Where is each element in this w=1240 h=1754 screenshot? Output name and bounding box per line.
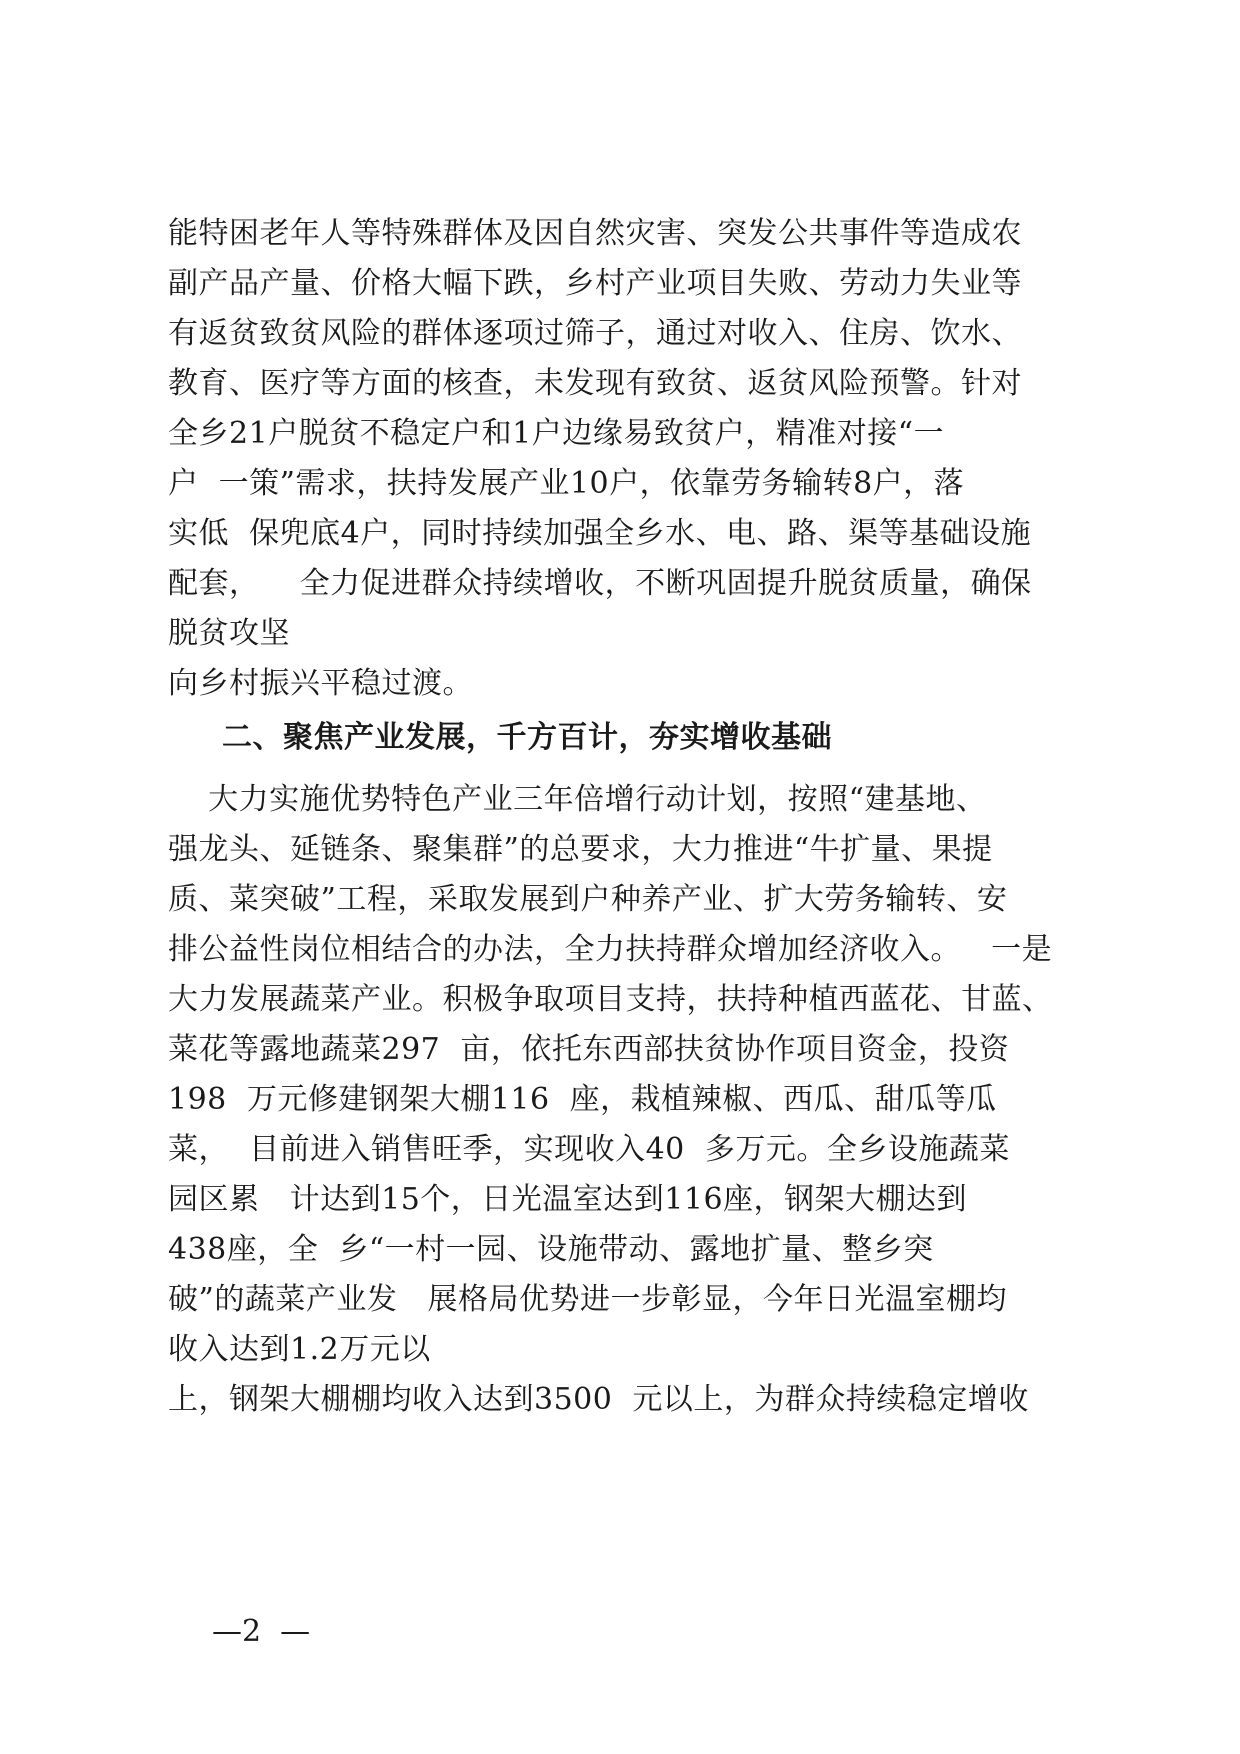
text-line: 菜， 目前进入销售旺季，实现收入40 多万元。全乡设施蔬菜 — [168, 1132, 1010, 1167]
text-line: 向乡村振兴平稳过渡。 — [168, 666, 473, 701]
text-line: 有返贫致贫风险的群体逐项过筛子，通过对收入、住房、饮水、 — [168, 316, 1022, 351]
text-line: 破”的蔬菜产业发 展格局优势进一步彰显，今年日光温室棚均 — [168, 1282, 1007, 1317]
text-line: 副产品产量、价格大幅下跌，乡村产业项目失败、劳动力失业等 — [168, 266, 1022, 301]
text-line: 全乡21户脱贫不稳定户和1户边缘易致贫户，精准对接“一 — [168, 416, 945, 451]
text-line: 园区累 计达到15个，日光温室达到116座，钢架大棚达到 — [168, 1182, 968, 1217]
text-line: 198 万元修建钢架大棚116 座，栽植辣椒、西瓜、甜瓜等瓜 — [168, 1082, 997, 1117]
text-line: 收入达到1.2万元以 — [168, 1332, 431, 1367]
text-line: 质、菜突破”工程，采取发展到户种养产业、扩大劳务输转、安 — [168, 882, 1008, 917]
text-line: 菜花等露地蔬菜297 亩，依托东西部扶贫协作项目资金，投资 — [168, 1032, 1010, 1067]
text-line: 实低 保兜底4户，同时持续加强全乡水、电、路、渠等基础设施 — [168, 516, 1032, 551]
section-heading: 二、聚焦产业发展，千方百计，夯实增收基础 — [222, 720, 832, 755]
text-line: 438座，全 乡“一村一园、设施带动、露地扩量、整乡突 — [168, 1232, 934, 1267]
text-line: 上，钢架大棚棚均收入达到3500 元以上，为群众持续稳定增收 — [168, 1382, 1029, 1417]
text-line: 排公益性岗位相结合的办法，全力扶持群众增加经济收入。 一是 — [168, 932, 1053, 967]
text-line: 脱贫攻坚 — [168, 616, 290, 651]
text-line: 户 一策”需求，扶持发展产业10户，依靠劳务输转8户，落 — [168, 466, 965, 501]
page-number: —2 — — [212, 1614, 311, 1649]
text-line: 配套， 全力促进群众持续增收，不断巩固提升脱贫质量，确保 — [168, 566, 1032, 601]
text-line: 大力发展蔬菜产业。积极争取项目支持，扶持种植西蓝花、甘蓝、 — [168, 982, 1053, 1017]
text-line: 能特困老年人等特殊群体及因自然灾害、突发公共事件等造成农 — [168, 216, 1022, 251]
text-line: 大力实施优势特色产业三年倍增行动计划，按照“建基地、 — [168, 782, 987, 817]
text-line: 教育、医疗等方面的核查，未发现有致贫、返贫风险预警。针对 — [168, 366, 1022, 401]
text-line: 强龙头、延链条、聚集群”的总要求，大力推进“牛扩量、果提 — [168, 832, 993, 867]
